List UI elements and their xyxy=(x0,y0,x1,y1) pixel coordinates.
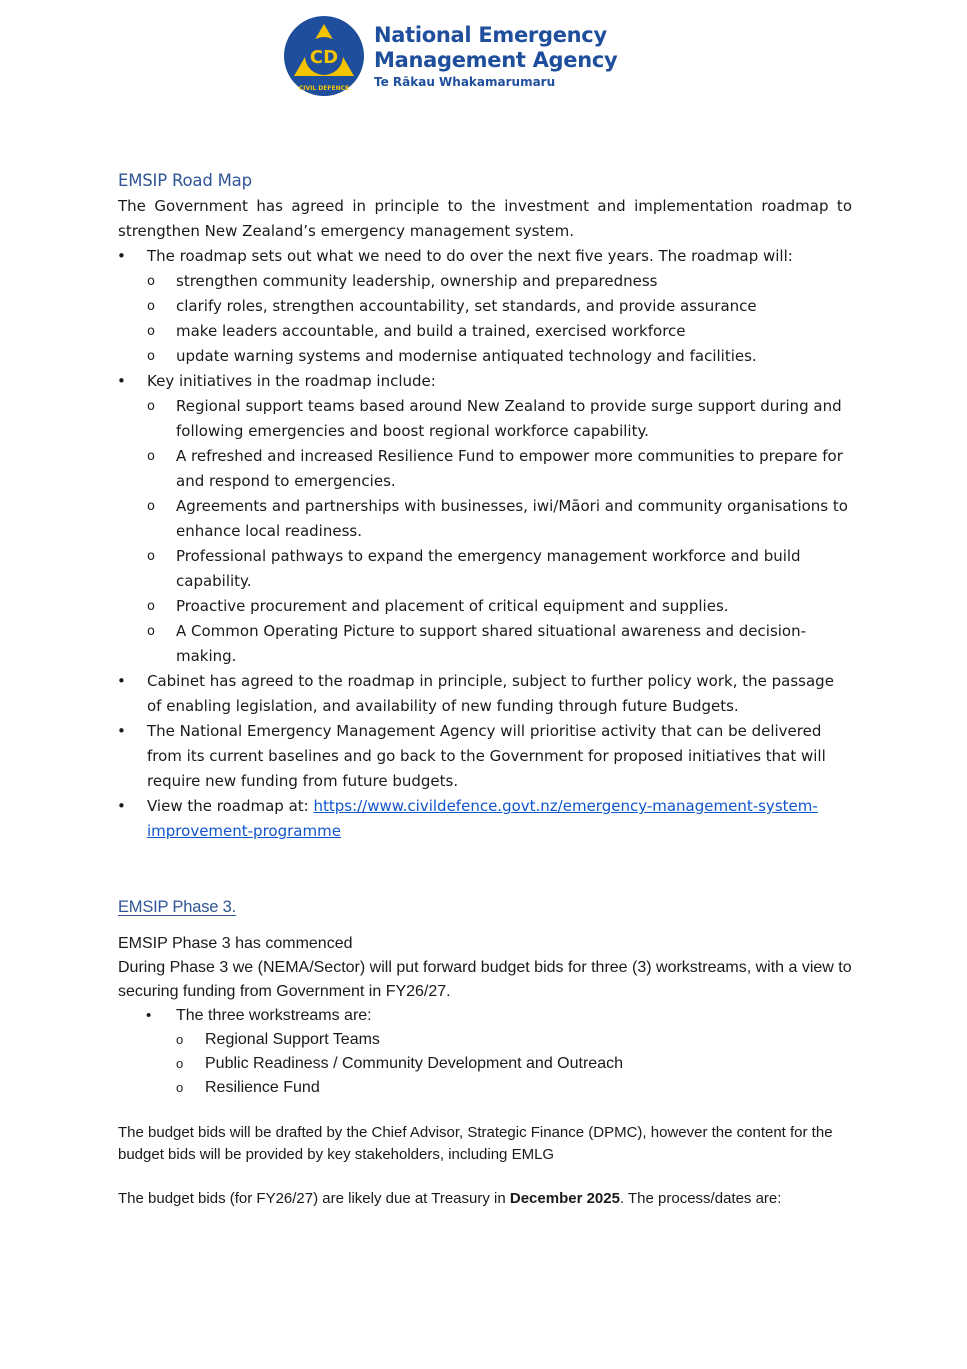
due-date: December 2025 xyxy=(509,1190,620,1207)
phase3-bullets xyxy=(147,1004,852,1100)
agency-name-line1: National Emergency xyxy=(374,22,607,47)
phase3-section xyxy=(118,896,852,1210)
list-item: • View the roadmap at: https://www.civildefence.govt.nz/emergency-management-system-improvement-programme xyxy=(118,794,852,844)
budget-drafting-note: The budget bids will be drafted by the Chief Advisor, Strategic Finance (DPMC), however the content for the budget bids will be provided by key stakeholders, including EMLG xyxy=(118,1124,833,1163)
list-item: o A Common Operating Picture to support shared situational awareness and decision-making. xyxy=(147,619,852,669)
list-item: o Professional pathways to expand the emergency management workforce and build capability. xyxy=(147,544,852,594)
agency-name-line2: Management Agency xyxy=(374,47,618,72)
roadmap-link[interactable]: https://www.civildefence.govt.nz/emergency-management-system-improvement-programme xyxy=(147,797,818,840)
list-item: • The National Emergency Management Agency will prioritise activity that can be delivered from its current baselines and go back to the Government for proposed initiatives that will require new funding from future budgets. xyxy=(118,719,852,794)
phase3-heading: EMSIP Phase 3. xyxy=(118,898,236,916)
list-item: o A refreshed and increased Resilience Fund to empower more communities to prepare for and respond to emergencies. xyxy=(147,444,852,494)
list-item: o Resilience Fund xyxy=(176,1076,852,1100)
roadmap-goals xyxy=(147,269,852,369)
list-item: • The roadmap sets out what we need to do over the next five years. The roadmap will: o strengthen community leadership, ownership and preparedness o clarify roles, strengthen accountability, set standards, and provide assurance o make leaders accountable, and build a trained, exercised workforce o update warning systems and modernise antiquated technology and facilities. xyxy=(118,244,852,369)
roadmap-intro: The Government has agreed in principle to the investment and implementation roadmap to strengthen New Zealand’s emergency management system. xyxy=(118,197,852,240)
list-item: o Regional Support Teams xyxy=(176,1028,852,1052)
list-item: o clarify roles, strengthen accountability, set standards, and provide assurance xyxy=(147,294,852,319)
key-initiatives xyxy=(147,394,852,669)
agency-maori-name: Te Rākau Whakamarumaru xyxy=(374,74,556,89)
budget-due-note: The budget bids (for FY26/27) are likely due at Treasury in December 2025. The process/dates are: xyxy=(118,1190,782,1207)
list-item: o strengthen community leadership, ownership and preparedness xyxy=(147,269,852,294)
svg-text:CIVIL DEFENCE: CIVIL DEFENCE xyxy=(298,85,350,92)
page-header xyxy=(282,8,642,104)
list-item: o update warning systems and modernise antiquated technology and facilities. xyxy=(147,344,852,369)
list-item: • Key initiatives in the roadmap include: o Regional support teams based around New Zealand to provide surge support during and following emergencies and boost regional workforce capability. o A refreshed and increased Resilience Fund to empower more communities to prepare for and respond to emergencies. o Agreements and partnerships with businesses, iwi/Māori and community organisations to enhance local readiness. o Professional pathways to expand the emergency management workforce and build capability. o Proactive procurement and placement of critical equipment and supplies. o A Common Operating Picture to support shared situational awareness and decision-making. xyxy=(118,369,852,669)
list-item: o Regional support teams based around New Zealand to provide surge support during and following emergencies and boost regional workforce capability. xyxy=(147,394,852,444)
roadmap-heading: EMSIP Road Map xyxy=(118,171,252,190)
list-item: o Public Readiness / Community Development and Outreach xyxy=(176,1052,852,1076)
list-item: o Proactive procurement and placement of critical equipment and supplies. xyxy=(147,594,852,619)
civil-defence-logo xyxy=(282,14,366,98)
svg-text:CD: CD xyxy=(309,47,339,68)
document-body xyxy=(118,170,852,1210)
agency-name xyxy=(374,23,617,90)
list-item: • Cabinet has agreed to the roadmap in principle, subject to further policy work, the passage of enabling legislation, and availability of new funding through future Budgets. xyxy=(118,669,852,719)
phase3-status: EMSIP Phase 3 has commenced xyxy=(118,935,353,952)
list-item: o make leaders accountable, and build a trained, exercised workforce xyxy=(147,319,852,344)
workstreams-list xyxy=(176,1028,852,1100)
phase3-description: During Phase 3 we (NEMA/Sector) will put forward budget bids for three (3) workstreams, with a view to securing funding from Government in FY26/27. xyxy=(118,959,852,1000)
list-item: o Agreements and partnerships with businesses, iwi/Māori and community organisations to enhance local readiness. xyxy=(147,494,852,544)
list-item: • The three workstreams are: o Regional Support Teams o Public Readiness / Community Development and Outreach o Resilience Fund xyxy=(147,1004,852,1100)
roadmap-bullets xyxy=(118,244,852,844)
